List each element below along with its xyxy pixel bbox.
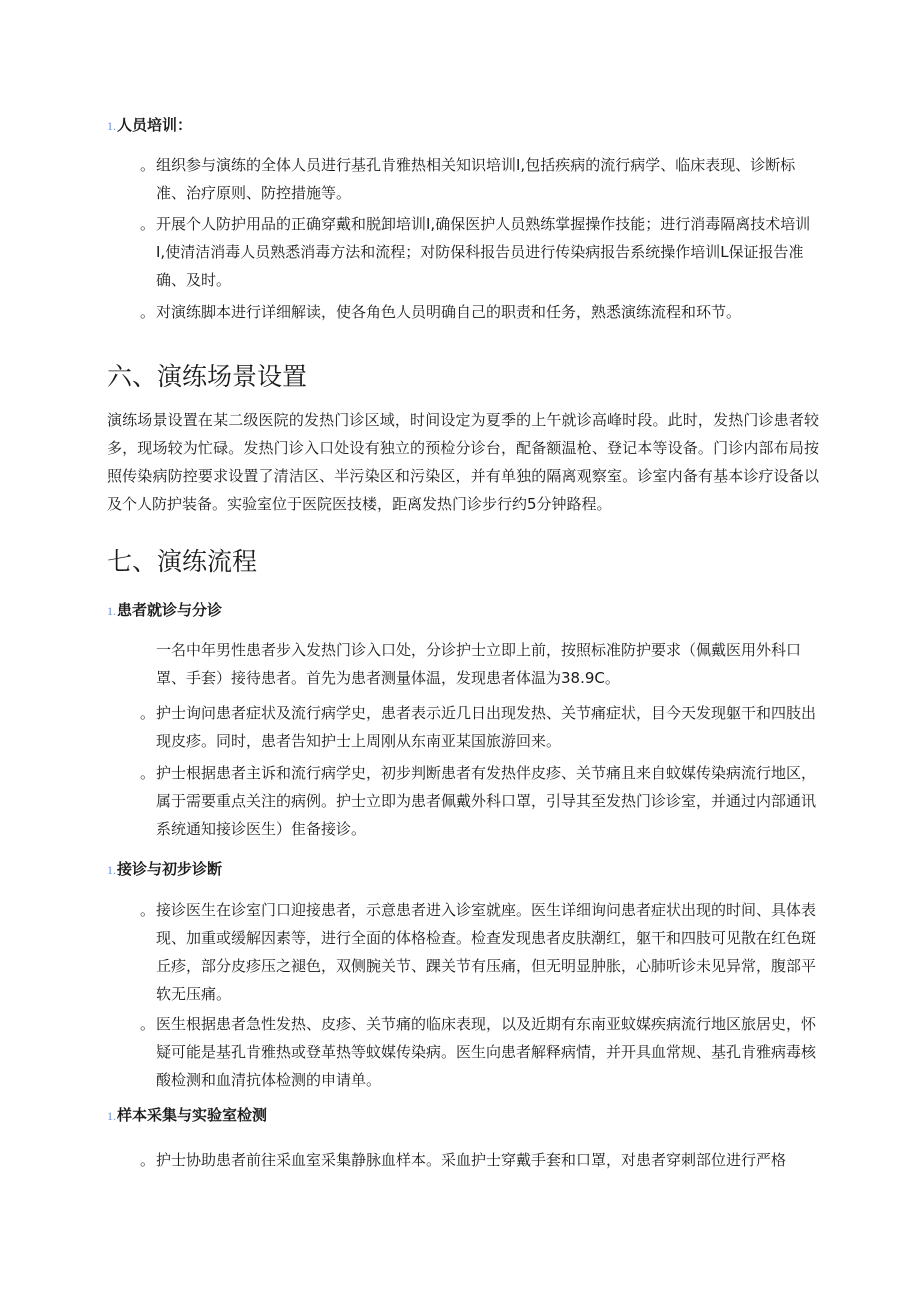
- list-item: [140, 699, 816, 755]
- list-item-text: 组织参与演练的全体人员进行基孔肯雅热相关知识培训I,包括疾病的流行病学、临床表现、诊断标准、治疗原则、防控措施等。: [156, 156, 796, 202]
- list-item: [140, 896, 816, 1008]
- bullet-icon: 。: [140, 764, 156, 782]
- list-item-text: 医生根据患者急性发热、皮疹、关节痛的临床表现，以及近期有东南亚蚊媒疾病流行地区旅居史，怀疑可能是基孔肯雅热或登革热等蚊媒传染病。医生向患者解释病情，并开具血常规、基孔肯雅病毒核酸检测和血清抗体检测的申请单。: [156, 1015, 817, 1089]
- bullet-icon: 。: [140, 1015, 156, 1033]
- list-number: 1.: [107, 1109, 116, 1123]
- subheading-title: 接诊与初步诊断: [117, 860, 223, 878]
- subheading-title: 人员培训：: [117, 116, 193, 134]
- list-item: [140, 210, 816, 294]
- intro-paragraph: 一名中年男性患者步入发热门诊入口处，分诊护士立即上前，按照标准防护要求（佩戴医用外科口罩、手套）接待患者。首先为患者测量体温，发现患者体温为38.9C。: [156, 641, 802, 687]
- section-heading-6: 六、演练场景设置: [107, 362, 308, 391]
- list-item-text: 护士询问患者症状及流行病学史，患者表示近几日出现发热、关节痛症状，目今天发现躯干和四肢出现皮疹。同时，患者告知护士上周刚从东南亚某国旅游回来。: [156, 704, 817, 750]
- subheading-title: 患者就诊与分诊: [117, 601, 223, 619]
- list-item-text: 对演练脚本进行详细解读，使各角色人员明确自己的职责和任务，熟悉演练流程和环节。: [156, 303, 742, 321]
- bullet-icon: 。: [140, 215, 156, 233]
- bullet-icon: 。: [140, 901, 156, 919]
- section-6-paragraph: 演练场景设置在某二级医院的发热门诊区域，时间设定为夏季的上午就诊高峰时段。此时，发热门诊患者较多，现场较为忙碌。发热门诊入口处设有独立的预检分诊台，配备额温枪、登记本等设备。门诊内部布局按照传染病防控要求设置了清洁区、半污染区和污染区，并有单独的隔离观察室。诊室内备有基本诊疗设备以及个人防护装备。实验室位于医院医技楼，距离发热门诊步行约5分钟路程。: [107, 411, 819, 513]
- list-item: [140, 151, 816, 207]
- subheading-lab: [107, 1105, 267, 1126]
- list-item: [140, 298, 816, 326]
- list-item-text: 开展个人防护用品的正确穿戴和脱卸培训I,确保医护人员熟练掌握操作技能；进行消毒隔离技术培训I,使清洁消毒人员熟悉消毒方法和流程；对防保科报告员进行传染病报告系统操作培训L保证报告准确、及时。: [156, 215, 811, 289]
- list-item-text: 护士协助患者前往采血室采集静脉血样本。采血护士穿戴手套和口罩，对患者穿刺部位进行严格: [156, 1151, 787, 1169]
- subheading-title: 样本采集与实验室检测: [117, 1106, 268, 1124]
- list-item-text: 护士根据患者主诉和流行病学史，初步判断患者有发热伴皮疹、关节痛且来自蚊媒传染病流行地区，属于需要重点关注的病例。护士立即为患者佩戴外科口罩，引导其至发热门诊诊室，并通过内部通讯系统通知接诊医生）隹备接诊。: [156, 764, 817, 838]
- list-item: [140, 1010, 816, 1094]
- list-number: 1.: [107, 604, 116, 618]
- section-heading-7: 七、演练流程: [107, 547, 258, 576]
- list-number: 1.: [107, 119, 116, 133]
- list-item: [140, 1146, 816, 1174]
- bullet-icon: 。: [140, 1151, 156, 1169]
- subheading-diagnosis: [107, 859, 222, 880]
- subheading-training: [107, 115, 192, 136]
- subheading-triage: [107, 600, 222, 621]
- list-item: [140, 759, 816, 843]
- list-number: 1.: [107, 863, 116, 877]
- list-item-text: 接诊医生在诊室门口迎接患者，示意患者进入诊室就座。医生详细询问患者症状出现的时间、具体表现、加重或缓解因素等，进行全面的体格检查。检查发现患者皮肤潮红，躯干和四肢可见散在红色斑丘疹，部分皮疹压之褪色，双侧腕关节、踝关节有压痛，但无明显肿胀，心肺听诊未见异常，腹部平软无压痛。: [156, 901, 817, 1003]
- bullet-icon: 。: [140, 303, 156, 321]
- bullet-icon: 。: [140, 156, 156, 174]
- bullet-icon: 。: [140, 704, 156, 722]
